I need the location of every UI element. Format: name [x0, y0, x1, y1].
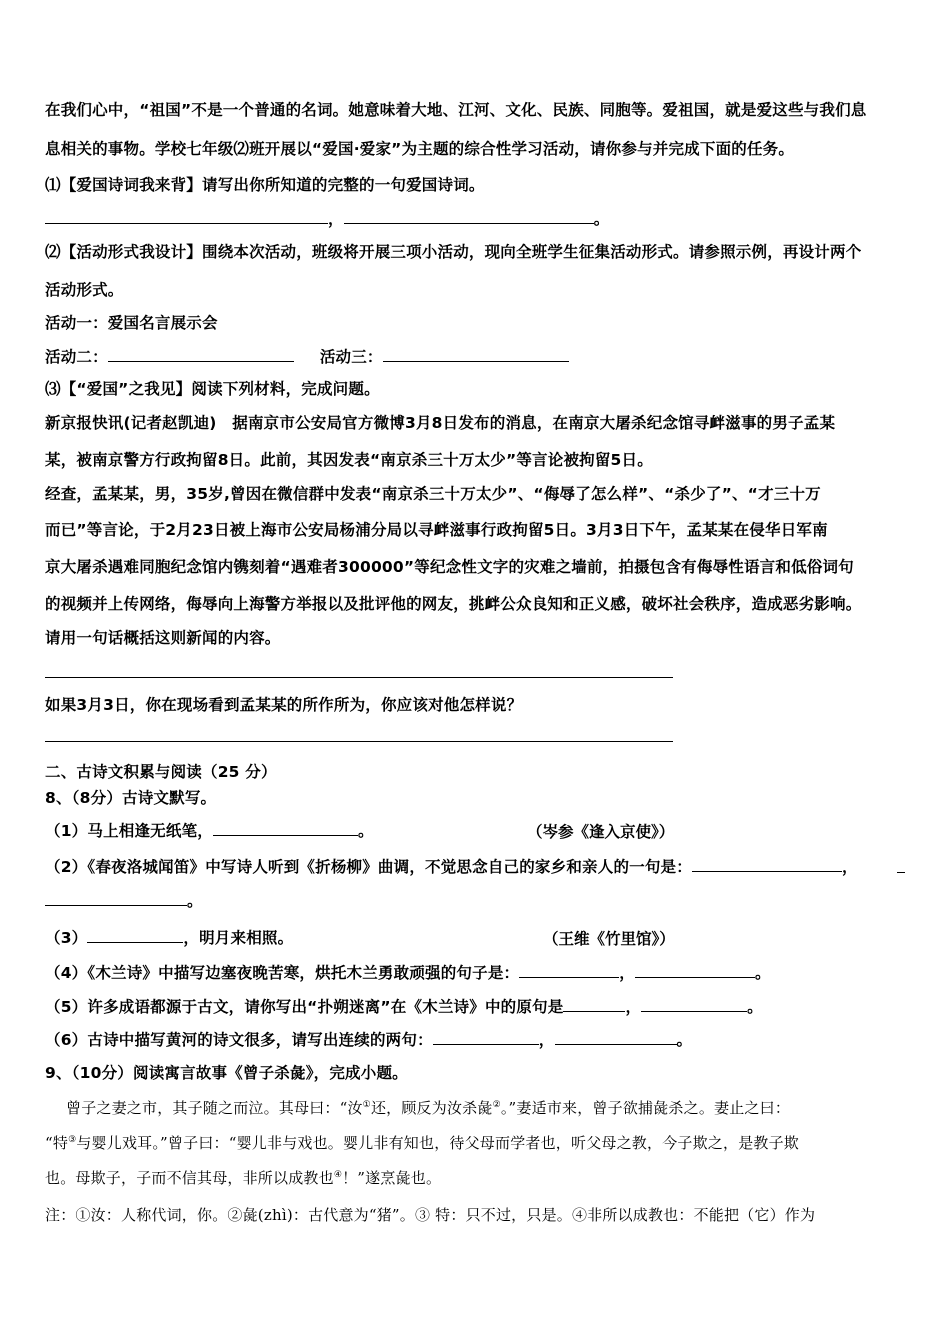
note-marker-1: ① — [362, 1100, 371, 1110]
question-8-title: 8、（8分）古诗文默写。 — [45, 789, 217, 807]
q8-3-prefix: （3） — [45, 929, 88, 947]
q8-3 — [45, 927, 293, 948]
q8-4-comma: ， — [619, 964, 635, 982]
passage-line-1-c: 。”妻适市来，曾子欲捕彘杀之。妻止之曰： — [500, 1099, 791, 1117]
speak-prompt: 如果3月3日，你在现场看到孟某某的所作所为，你应该对他怎样说？ — [45, 696, 523, 714]
q8-5-comma: ， — [625, 998, 642, 1016]
news-line-5: 京大屠杀遇难同胞纪念馆内镌刻着“遇难者300000”等纪念性文字的灾难之墙前，拍摄包含有侮辱性语言和低俗词句 — [45, 558, 854, 576]
q8-4-blank-1[interactable] — [519, 962, 619, 978]
q8-2-blank-2-start[interactable] — [897, 872, 905, 873]
q8-5-blank-1[interactable] — [563, 996, 625, 1012]
news-line-4: 而已”等言论，于2月23日被上海市公安局杨浦分局以寻衅滋事行政拘留5日。3月3日下午，孟某某在侵华日军南 — [45, 521, 828, 539]
news-line-2: 某，被南京警方行政拘留8日。此前，其因发表“南京杀三十万太少”等言论被拘留5日。 — [45, 451, 653, 469]
q8-5 — [45, 996, 763, 1017]
summary-prompt: 请用一句话概括这则新闻的内容。 — [45, 629, 281, 647]
q8-6-end: 。 — [676, 1031, 693, 1049]
q1-comma: ， — [328, 210, 344, 228]
question-1: ⑴【爱国诗词我来背】请写出你所知道的完整的一句爱国诗词。 — [45, 176, 485, 194]
q1-blank-2[interactable] — [344, 208, 594, 224]
q8-1-text: （1）马上相逢无纸笔， — [45, 822, 213, 840]
activity-1: 活动一：爱国名言展示会 — [45, 314, 218, 332]
passage-line-3-a: 也。母欺子，子而不信其母，非所以成教也 — [45, 1169, 334, 1187]
q8-5-blank-2[interactable] — [641, 996, 747, 1012]
q8-1 — [45, 820, 374, 841]
activity-blanks — [45, 346, 569, 367]
intro-line-1: 在我们心中，“祖国”不是一个普通的名词。她意味着大地、江河、文化、民族、同胞等。爱祖国，就是爱这些与我们息 — [45, 101, 867, 119]
q8-2-blank-1[interactable] — [692, 856, 842, 872]
summary-answer-line[interactable] — [45, 677, 673, 678]
q1-period: 。 — [593, 210, 610, 228]
activity-2-blank[interactable] — [108, 346, 294, 362]
q8-6-blank-2[interactable] — [555, 1029, 677, 1045]
q8-4-end: 。 — [754, 964, 771, 982]
speak-answer-line[interactable] — [45, 741, 673, 742]
q8-3-blank[interactable] — [87, 927, 183, 943]
q8-2-blank-2[interactable] — [45, 890, 187, 906]
q8-2-comma: ， — [841, 858, 858, 876]
q8-6-text: （6）古诗中描写黄河的诗文很多，请写出连续的两句： — [45, 1031, 433, 1049]
passage-line-1 — [66, 1098, 790, 1118]
q8-1-blank[interactable] — [213, 820, 358, 836]
question-2-line-2: 活动形式。 — [45, 281, 124, 299]
note-marker-4: ④ — [333, 1170, 343, 1180]
q8-1-source: （岑参《逢入京使》） — [527, 823, 675, 841]
question-3: ⑶【“爱国”之我见】阅读下列材料，完成问题。 — [45, 380, 380, 398]
q8-1-end: 。 — [358, 822, 374, 840]
q8-6 — [45, 1029, 692, 1050]
news-line-1: 新京报快讯(记者赵凯迪) 据南京市公安局官方微博3月8日发布的消息，在南京大屠杀纪念馆寻衅滋事的男子孟某 — [45, 414, 836, 432]
q1-blank-1[interactable] — [45, 208, 328, 224]
activity-3-label: 活动三： — [319, 348, 383, 366]
q8-5-text: （5）许多成语都源于古文，请你写出“扑朔迷离”在《木兰诗》中的原句是 — [45, 998, 564, 1016]
news-line-6: 的视频并上传网络，侮辱向上海警方举报以及批评他的网友，挑衅公众良知和正义感，破坏社会秩序，造成恶劣影响。 — [45, 595, 862, 613]
q8-5-end: 。 — [747, 998, 763, 1016]
passage-line-2-b: 与婴儿戏耳。”曾子曰：“婴儿非与戏也。婴儿非有知也，待父母而学者也，听父母之教，今子欺之，是教子欺 — [76, 1134, 800, 1152]
intro-line-2: 息相关的事物。学校七年级⑵班开展以“爱国·爱家”为主题的综合性学习活动，请你参与并完成下面的任务。 — [45, 140, 795, 158]
q8-2-end: 。 — [187, 892, 203, 910]
question-2-line-1: ⑵【活动形式我设计】围绕本次活动，班级将开展三项小活动，现向全班学生征集活动形式。请参照示例，再设计两个 — [45, 243, 862, 261]
q8-2 — [45, 856, 858, 877]
news-line-3: 经查，孟某某，男，35岁,曾因在微信群中发表“南京杀三十万太少”、“侮辱了怎么样”、“杀少了”、“才三十万 — [45, 485, 821, 503]
note-marker-3: ③ — [68, 1135, 77, 1145]
q8-4 — [45, 962, 771, 983]
passage-line-3-b: ！”遂烹彘也。 — [342, 1169, 442, 1187]
q1-answer-line — [45, 208, 609, 229]
passage-notes: 注：①汝：人称代词，你。②彘(zhì)：古代意为“猪”。③ 特：只不过，只是。④非所以成教也：不能把（它）作为 — [45, 1206, 816, 1224]
q8-4-blank-2[interactable] — [635, 962, 755, 978]
q8-3-source: （王维《竹里馆》） — [543, 930, 675, 948]
passage-line-2-a: “特 — [45, 1134, 69, 1152]
passage-line-1-a: 曾子之妻之市，其子随之而泣。其母曰：“汝 — [66, 1099, 363, 1117]
activity-3-blank[interactable] — [383, 346, 569, 362]
q8-6-blank-1[interactable] — [433, 1029, 539, 1045]
passage-line-1-b: 还，顾反为汝杀彘 — [370, 1099, 493, 1117]
q8-6-comma: ， — [538, 1031, 555, 1049]
q8-2-text: （2）《春夜洛城闻笛》中写诗人听到《折杨柳》曲调，不觉思念自己的家乡和亲人的一句是： — [45, 858, 692, 876]
activity-2-label: 活动二： — [45, 348, 108, 366]
section-2-heading: 二、古诗文积累与阅读（25 分） — [45, 763, 277, 781]
note-marker-2: ② — [492, 1100, 501, 1110]
passage-line-3 — [45, 1168, 441, 1188]
q8-3-text: ，明月来相照。 — [183, 929, 294, 947]
question-9-title: 9、（10分）阅读寓言故事《曾子杀彘》，完成小题。 — [45, 1064, 408, 1082]
q8-2-continuation — [45, 890, 203, 911]
passage-line-2 — [45, 1133, 799, 1153]
q8-4-text: （4）《木兰诗》中描写边塞夜晚苦寒，烘托木兰勇敢顽强的句子是： — [45, 964, 520, 982]
